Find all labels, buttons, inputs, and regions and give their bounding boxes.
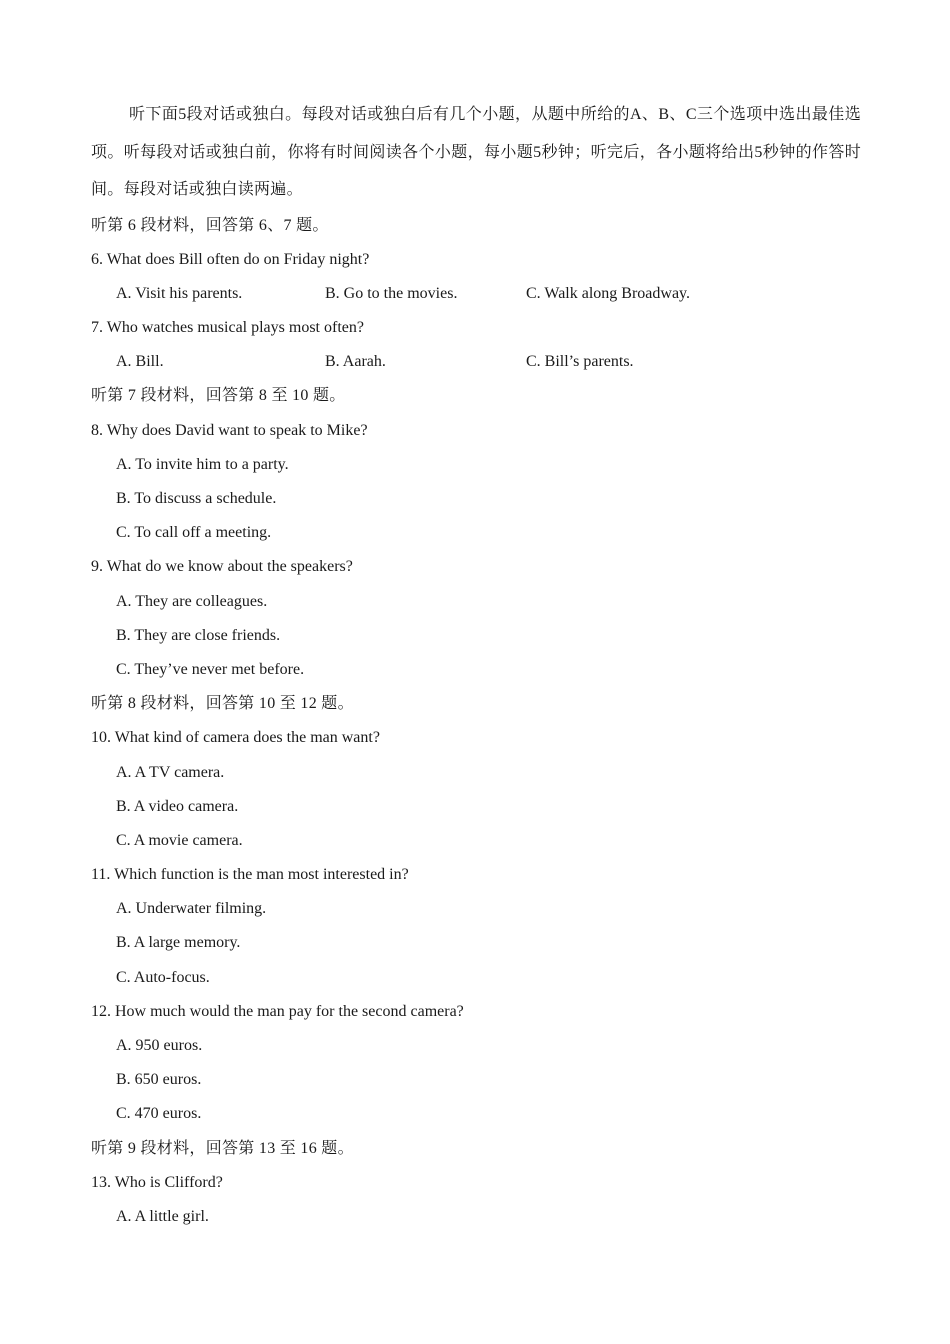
option-a: A. Visit his parents.: [116, 284, 243, 302]
question-13: 13. Who is Clifford?: [91, 1173, 223, 1191]
option-c: C. A movie camera.: [116, 831, 243, 849]
option-a: A. They are colleagues.: [116, 592, 268, 610]
option-b: B. A video camera.: [116, 797, 239, 815]
section-heading-6: 听第 6 段材料，回答第 6、7 题。: [91, 216, 329, 234]
question-7-options: [91, 345, 861, 379]
question-7: 7. Who watches musical plays most often?: [91, 319, 364, 337]
option-c: C. To call off a meeting.: [116, 524, 272, 542]
option-a: A. Underwater filming.: [116, 900, 267, 918]
option-a: A. A TV camera.: [116, 763, 225, 781]
exam-page: [91, 96, 861, 1234]
section-heading-9: 听第 9 段材料，回答第 13 至 16 题。: [91, 1139, 354, 1157]
option-c: C. Auto-focus.: [116, 968, 210, 986]
question-8: 8. Why does David want to speak to Mike?: [91, 421, 368, 439]
option-c: C. Walk along Broadway.: [526, 284, 691, 302]
question-9: 9. What do we know about the speakers?: [91, 558, 353, 576]
option-b: B. They are close friends.: [116, 626, 281, 644]
option-b: B. 650 euros.: [116, 1071, 202, 1089]
question-10: 10. What kind of camera does the man want?: [91, 729, 380, 747]
option-b: B. To discuss a schedule.: [116, 490, 277, 507]
option-a: A. 950 euros.: [116, 1037, 203, 1054]
section-heading-7: 听第 7 段材料，回答第 8 至 10 题。: [91, 387, 346, 405]
option-c: C. 470 euros.: [116, 1105, 202, 1123]
option-c: C. Bill’s parents.: [526, 353, 634, 371]
question-6: 6. What does Bill often do on Friday night?: [91, 250, 370, 268]
question-11: 11. Which function is the man most interested in?: [91, 866, 409, 884]
option-a: A. To invite him to a party.: [116, 455, 289, 473]
option-c: C. They’ve never met before.: [116, 660, 305, 678]
option-b: B. Go to the movies.: [325, 284, 458, 302]
option-a: A. Bill.: [116, 353, 164, 371]
instructions-paragraph: 听下面5段对话或独白。每段对话或独白后有几个小题，从题中所给的A、B、C三个选项中选出最佳选项。听每段对话或独白前，你将有时间阅读各个小题，每小题5秒钟；听完后，各小题将给出5秒钟的作答时间。每段对话或独白读两遍。: [91, 106, 861, 198]
option-b: B. Aarah.: [325, 353, 386, 371]
section-heading-8: 听第 8 段材料，回答第 10 至 12 题。: [91, 695, 354, 713]
option-b: B. A large memory.: [116, 934, 241, 952]
question-6-options: [91, 277, 861, 311]
question-12: 12. How much would the man pay for the second camera?: [91, 1002, 464, 1020]
option-a: A. A little girl.: [116, 1207, 209, 1225]
